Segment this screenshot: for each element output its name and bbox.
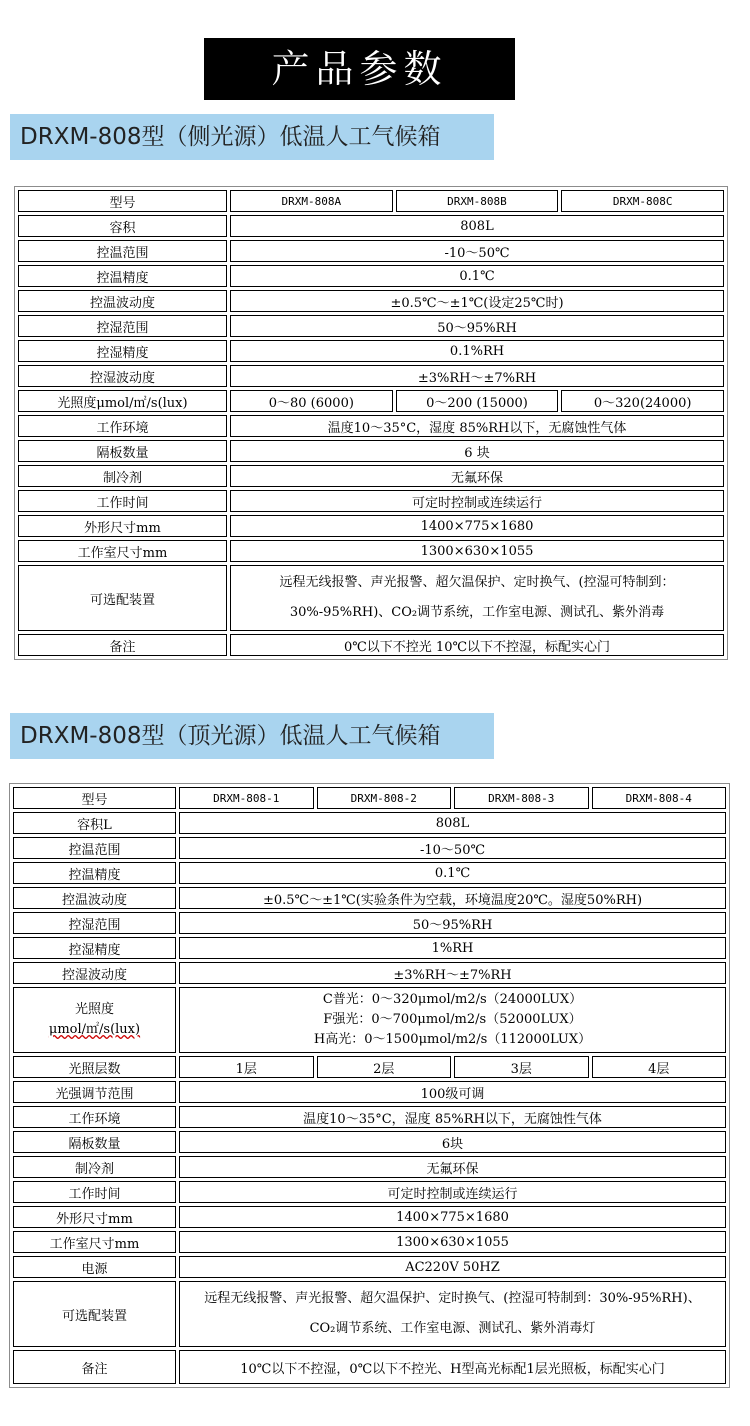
row-label: 控温波动度 xyxy=(18,290,227,312)
table-row xyxy=(18,440,724,462)
row-value: 50～95%RH xyxy=(179,912,726,934)
table-row xyxy=(18,565,724,631)
table-row xyxy=(18,634,724,656)
table-row xyxy=(18,540,724,562)
layer-cell: 3层 xyxy=(454,1056,589,1078)
row-label: 光强调节范围 xyxy=(13,1081,176,1103)
layer-cell: 4层 xyxy=(592,1056,727,1078)
model-cell: DRXM-808-4 xyxy=(592,787,727,809)
row-value: 6块 xyxy=(179,1131,726,1153)
options-line: 30%-95%RH)、CO₂调节系统，工作室电源、测试孔、紫外消毒 xyxy=(289,605,665,620)
table-row xyxy=(18,465,724,487)
table-row xyxy=(13,1281,726,1347)
section-title-top-light: DRXM-808型（顶光源）低温人工气候箱 xyxy=(10,713,494,759)
table-row xyxy=(18,490,724,512)
row-value: 0.1℃ xyxy=(179,862,726,884)
model-cell: DRXM-808-1 xyxy=(179,787,314,809)
row-label: 容积L xyxy=(13,812,176,834)
table-row xyxy=(13,1156,726,1178)
row-value: 100级可调 xyxy=(179,1081,726,1103)
row-label: 制冷剂 xyxy=(13,1156,176,1178)
light-label-line: 光照度 xyxy=(74,1002,114,1017)
spec-table-top-light xyxy=(9,783,730,1388)
table-row xyxy=(13,862,726,884)
table-row xyxy=(13,912,726,934)
light-line: C普光：0～320μmol/m2/s（24000LUX） xyxy=(322,992,583,1007)
row-label: 外形尺寸mm xyxy=(13,1206,176,1228)
table-row xyxy=(13,1106,726,1128)
light-label xyxy=(13,987,176,1053)
row-label: 制冷剂 xyxy=(18,465,227,487)
table-row xyxy=(13,1081,726,1103)
table-row xyxy=(13,812,726,834)
table-row xyxy=(13,1350,726,1384)
model-cell: DRXM-808C xyxy=(561,190,724,212)
page-banner: 产品参数 xyxy=(204,38,515,100)
row-value: 1400×775×1680 xyxy=(230,515,724,537)
row-value: AC220V 50HZ xyxy=(179,1256,726,1278)
row-value: 50～95%RH xyxy=(230,315,724,337)
table-row xyxy=(13,1256,726,1278)
table-row xyxy=(13,1131,726,1153)
row-label: 控温范围 xyxy=(18,240,227,262)
row-value: 1300×630×1055 xyxy=(179,1231,726,1253)
options-line: 远程无线报警、声光报警、超欠温保护、定时换气、(控湿可特制到：30%-95%RH)、 xyxy=(204,1291,701,1306)
row-label: 隔板数量 xyxy=(18,440,227,462)
row-label: 控湿范围 xyxy=(18,315,227,337)
row-label: 隔板数量 xyxy=(13,1131,176,1153)
options-value xyxy=(179,1281,726,1347)
table-row xyxy=(18,415,724,437)
row-value: ±3%RH～±7%RH xyxy=(179,962,726,984)
options-label: 可选配装置 xyxy=(13,1281,176,1347)
row-value: ±3%RH～±7%RH xyxy=(230,365,724,387)
row-value: 6 块 xyxy=(230,440,724,462)
table-row xyxy=(18,390,724,412)
light-line: F强光：0～700μmol/m2/s（52000LUX） xyxy=(323,1012,582,1027)
layer-cell: 2层 xyxy=(317,1056,452,1078)
table-row xyxy=(13,1056,726,1078)
light-value xyxy=(179,987,726,1053)
spec-table-side-light xyxy=(14,186,728,660)
row-value: 1400×775×1680 xyxy=(179,1206,726,1228)
light-label: 光照度μmol/㎡/s(lux) xyxy=(18,390,227,412)
table-row xyxy=(13,837,726,859)
table-row xyxy=(18,265,724,287)
light-label-unit: μmol/㎡/s(lux) xyxy=(48,1022,141,1037)
row-label: 控湿精度 xyxy=(13,937,176,959)
model-cell: DRXM-808A xyxy=(230,190,393,212)
row-value: 无氟环保 xyxy=(179,1156,726,1178)
row-value: 1300×630×1055 xyxy=(230,540,724,562)
layer-cell: 1层 xyxy=(179,1056,314,1078)
row-value: ±0.5℃～±1℃(实验条件为空载，环境温度20℃。湿度50%RH) xyxy=(179,887,726,909)
row-label: 外形尺寸mm xyxy=(18,515,227,537)
row-label: 工作环境 xyxy=(18,415,227,437)
table-row xyxy=(18,315,724,337)
table-row xyxy=(18,340,724,362)
options-line: CO₂调节系统、工作室电源、测试孔、紫外消毒灯 xyxy=(309,1321,596,1336)
row-value: 可定时控制或连续运行 xyxy=(179,1181,726,1203)
model-cell: DRXM-808-2 xyxy=(317,787,452,809)
remark-value: 10℃以下不控湿，0℃以下不控光、H型高光标配1层光照板，标配实心门 xyxy=(179,1350,726,1384)
row-value: 温度10～35°C，湿度 85%RH以下，无腐蚀性气体 xyxy=(179,1106,726,1128)
row-label: 控湿精度 xyxy=(18,340,227,362)
row-label: 工作室尺寸mm xyxy=(13,1231,176,1253)
row-value: 0.1%RH xyxy=(230,340,724,362)
row-value: -10～50℃ xyxy=(179,837,726,859)
table-row xyxy=(13,937,726,959)
row-value: 808L xyxy=(230,215,724,237)
model-cell: DRXM-808B xyxy=(396,190,559,212)
row-label: 电源 xyxy=(13,1256,176,1278)
row-value: 0.1℃ xyxy=(230,265,724,287)
model-cell: DRXM-808-3 xyxy=(454,787,589,809)
model-label: 型号 xyxy=(13,787,176,809)
table-row xyxy=(18,365,724,387)
options-value xyxy=(230,565,724,631)
row-label: 工作时间 xyxy=(13,1181,176,1203)
light-value: 0～200 (15000) xyxy=(396,390,559,412)
row-value: 808L xyxy=(179,812,726,834)
table-row xyxy=(18,190,724,212)
remark-label: 备注 xyxy=(13,1350,176,1384)
row-label: 控湿范围 xyxy=(13,912,176,934)
layers-label: 光照层数 xyxy=(13,1056,176,1078)
table-row xyxy=(18,290,724,312)
row-label: 控温精度 xyxy=(18,265,227,287)
table-row xyxy=(13,787,726,809)
row-label: 工作室尺寸mm xyxy=(18,540,227,562)
table-row xyxy=(18,240,724,262)
light-value: 0～320(24000) xyxy=(561,390,724,412)
table-row xyxy=(18,215,724,237)
table-row xyxy=(13,1231,726,1253)
row-label: 控湿波动度 xyxy=(18,365,227,387)
row-label: 工作时间 xyxy=(18,490,227,512)
table-row xyxy=(13,887,726,909)
remark-value: 0℃以下不控光 10℃以下不控湿，标配实心门 xyxy=(230,634,724,656)
row-value: 可定时控制或连续运行 xyxy=(230,490,724,512)
row-label: 控湿波动度 xyxy=(13,962,176,984)
model-label: 型号 xyxy=(18,190,227,212)
row-value: -10～50℃ xyxy=(230,240,724,262)
row-value: 温度10～35°C，湿度 85%RH以下，无腐蚀性气体 xyxy=(230,415,724,437)
table-row xyxy=(13,987,726,1053)
row-label: 工作环境 xyxy=(13,1106,176,1128)
row-label: 控温波动度 xyxy=(13,887,176,909)
table-row xyxy=(13,1181,726,1203)
table-row xyxy=(13,1206,726,1228)
row-label: 容积 xyxy=(18,215,227,237)
section-title-side-light: DRXM-808型（侧光源）低温人工气候箱 xyxy=(10,114,494,160)
remark-label: 备注 xyxy=(18,634,227,656)
light-value: 0～80 (6000) xyxy=(230,390,393,412)
row-value: 1%RH xyxy=(179,937,726,959)
row-value: 无氟环保 xyxy=(230,465,724,487)
light-line: H高光：0～1500μmol/m2/s（112000LUX） xyxy=(313,1032,592,1047)
table-row xyxy=(18,515,724,537)
row-label: 控温精度 xyxy=(13,862,176,884)
options-label: 可选配装置 xyxy=(18,565,227,631)
row-value: ±0.5℃～±1℃(设定25℃时) xyxy=(230,290,724,312)
row-label: 控温范围 xyxy=(13,837,176,859)
table-row xyxy=(13,962,726,984)
options-line: 远程无线报警、声光报警、超欠温保护、定时换气、(控湿可特制到： xyxy=(279,575,675,590)
